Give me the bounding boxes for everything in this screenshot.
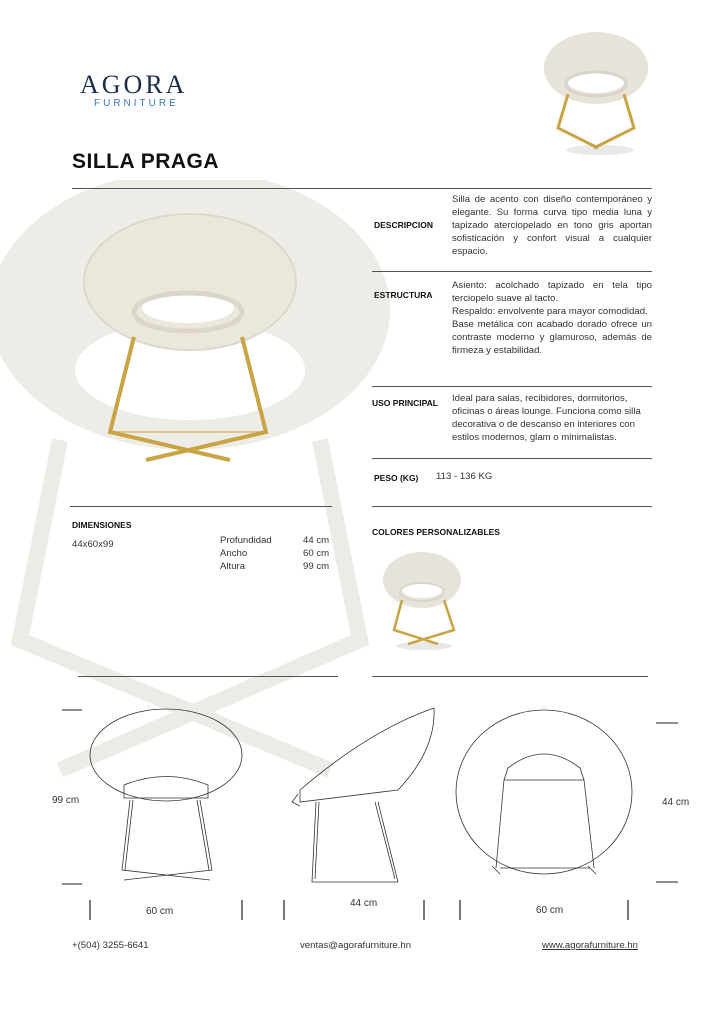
brand-logo-name: AGORA (80, 70, 188, 99)
colores-bottom-divider (372, 676, 648, 677)
height-dimension-label: 99 cm (52, 795, 80, 806)
dimensiones-bottom-divider (78, 676, 338, 677)
uso-principal-label: USO PRINCIPAL (372, 398, 438, 408)
side-depth-label: 44 cm (350, 898, 378, 909)
estructura-label: ESTRUCTURA (374, 290, 433, 300)
dimensiones-label: DIMENSIONES (72, 520, 132, 530)
front-view-drawing (90, 709, 242, 880)
estructura-text (452, 279, 652, 357)
dim-row-value: 44 cm (303, 535, 330, 546)
dimensiones-summary: 44x60x99 (72, 539, 114, 550)
front-width-label: 60 cm (146, 906, 174, 917)
product-title: SILLA PRAGA (72, 150, 220, 173)
product-thumbnail-top (540, 28, 652, 156)
dimensiones-top-divider (70, 506, 332, 507)
footer-phone: +(504) 3255-6641 (72, 940, 149, 951)
estructura-line-asiento: Asiento: acolchado tapizado en tela tipo terciopelo suave al tacto. (452, 280, 652, 304)
dim-row-name: Altura (220, 561, 246, 572)
uso-principal-text: Ideal para salas, recibidores, dormitorios, oficinas o áreas lounge. Funciona como silla decorativa o de descanso en interiores con estilos modernos, glam o minimalistas. (452, 393, 641, 443)
back-view-drawing (456, 710, 632, 874)
peso-value: 113 - 136 KG (436, 471, 493, 482)
color-swatch-chair (382, 550, 464, 650)
title-divider (72, 188, 652, 189)
depth-dimension-label-right: 44 cm (662, 797, 690, 808)
dim-row-value: 99 cm (303, 561, 330, 572)
estructura-line-base: Base metálica con acabado dorado ofrece un contraste moderno y glamuroso, además de firmeza y estabilidad. (452, 319, 652, 356)
colores-label: COLORES PERSONALIZABLES (372, 527, 500, 537)
dim-row-value: 60 cm (303, 548, 330, 559)
peso-label: PESO (KG) (374, 473, 419, 483)
footer-website-link[interactable]: www.agorafurniture.hn (542, 940, 638, 951)
descripcion-text: Silla de acento con diseño contemporáneo y elegante. Su forma curva tipo media luna y tapizado aterciopelado en tono gris aportan sofisticación y confort visual a cualquier espacio. (452, 194, 652, 257)
peso-divider (372, 506, 652, 507)
descripcion-label: DESCRIPCION (374, 220, 434, 230)
technical-drawings (0, 690, 724, 930)
brand-logo-subtitle: FURNITURE (94, 98, 179, 109)
dim-row-name: Ancho (220, 548, 248, 559)
back-width-label: 60 cm (536, 905, 564, 916)
product-main-image (80, 212, 300, 464)
uso-principal-divider (372, 458, 652, 459)
descripcion-divider (372, 271, 652, 272)
footer-email[interactable]: ventas@agorafurniture.hn (300, 940, 412, 951)
estructura-divider (372, 386, 652, 387)
estructura-line-respaldo: Respaldo: envolvente para mayor comodidad. (452, 306, 648, 317)
side-view-drawing (292, 708, 434, 882)
dim-row-name: Profundidad (220, 535, 272, 546)
